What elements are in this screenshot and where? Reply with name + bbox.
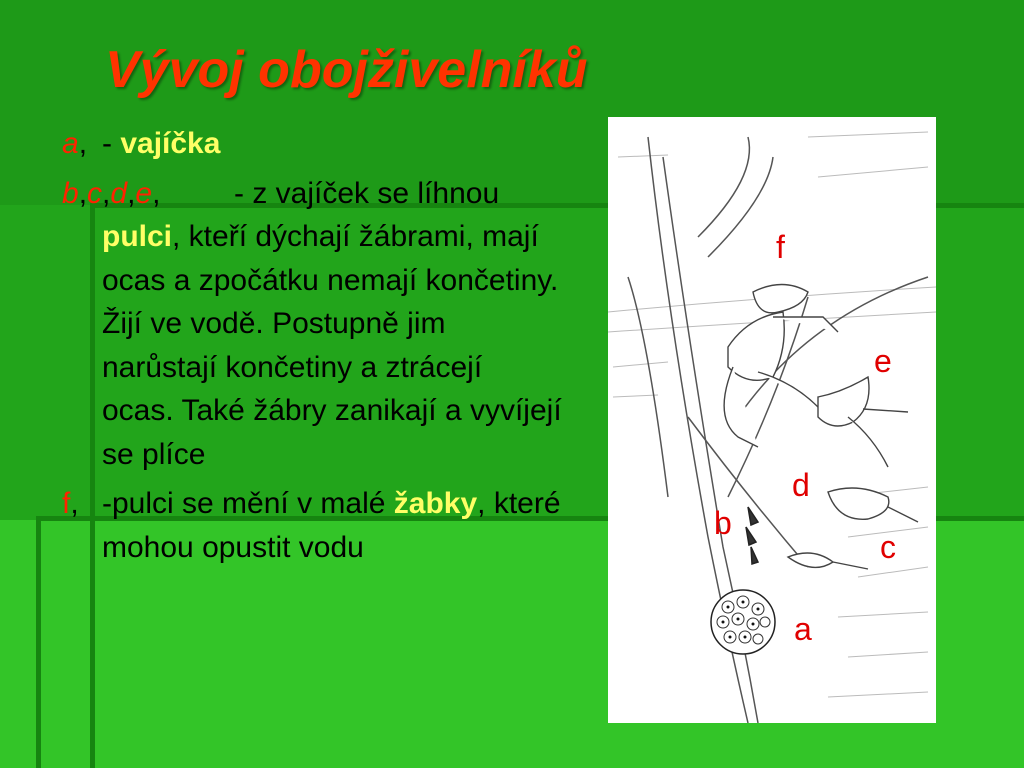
figure-label-a: a <box>794 611 812 647</box>
figure-label-c: c <box>880 529 896 565</box>
highlight-term: vajíčka <box>120 127 221 160</box>
item-marker: b,c,d,e, <box>62 176 161 210</box>
figure-label-f: f <box>776 229 785 265</box>
item-marker: f, <box>62 487 79 520</box>
figure-label-d: d <box>792 467 810 503</box>
list-item <box>62 172 562 477</box>
item-text: - <box>102 127 121 160</box>
item-text: -pulci se mění v malé <box>102 487 394 520</box>
list-item <box>62 482 562 569</box>
item-text: , kteří dýchají žábrami, mají ocas a zpočátku nemají končetiny. Žijí ve vodě. Postupně jim narůstají končetiny a ztrácejí ocas. Také žábry zanikají a vyvíjejí se plíce <box>102 220 562 471</box>
highlight-term: pulci <box>102 220 173 253</box>
frog-life-cycle-drawing <box>608 117 936 723</box>
list-item <box>62 122 562 166</box>
divider-line <box>36 516 41 768</box>
item-marker: a, <box>62 127 88 160</box>
item-text: , které mohou opustit vodu <box>102 487 561 564</box>
figure-label-e: e <box>874 343 892 379</box>
egg-cluster <box>711 590 775 654</box>
highlight-term: žabky <box>393 487 478 520</box>
item-text: - z vajíček se líhnou <box>234 176 500 210</box>
figure-label-b: b <box>714 505 732 541</box>
frog-development-illustration <box>608 117 936 723</box>
slide-title: Vývoj obojživelníků <box>105 41 588 99</box>
bullet-list <box>62 122 562 575</box>
